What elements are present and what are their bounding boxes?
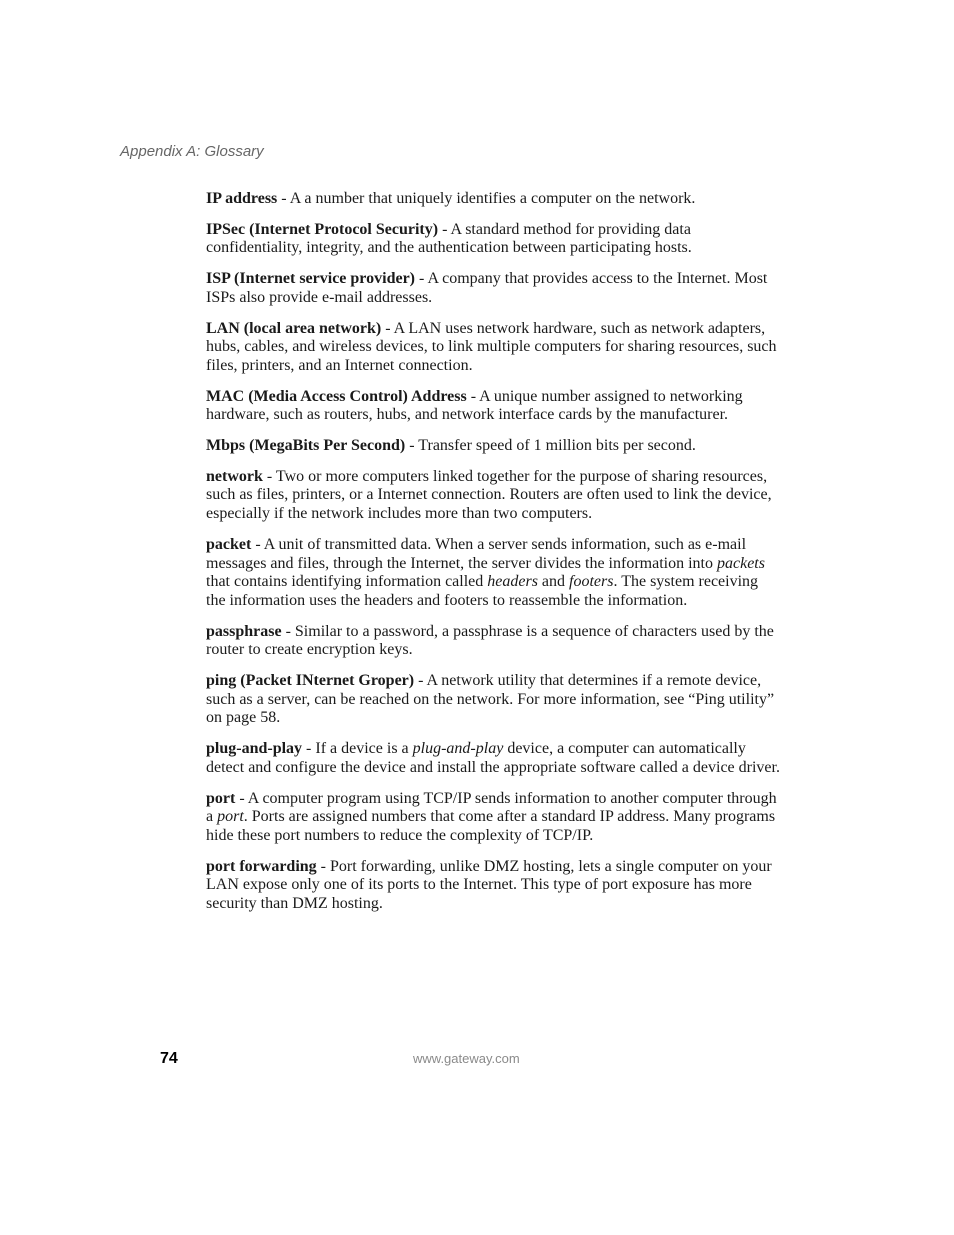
glossary-definition: - A a number that uniquely identifies a computer on the network. [277,190,696,207]
glossary-term: plug-and-play [206,740,303,758]
glossary-definition: - Port forwarding, unlike DMZ hosting, lets a single computer on your LAN expose only one of its ports to the Internet. This type of port exposure has more security than DMZ hosting. [206,857,772,913]
glossary-term: LAN (local area network) [206,319,382,337]
glossary-definition: - If a device is a [302,740,413,758]
glossary-term: network [206,467,263,485]
glossary-entry-passphrase [206,623,780,660]
glossary-term: passphrase [206,622,282,640]
glossary-definition: - Transfer speed of 1 million bits per second. [405,437,696,455]
glossary-term: packet [206,535,252,553]
glossary-definition: . Ports are assigned numbers that come after a standard IP address. Many programs hide these port numbers to reduce the complexity of TCP/IP. [206,808,776,844]
glossary-entry-port-forwarding [206,858,780,914]
glossary-definition: - A computer program using TCP/IP sends information to another computer through a [206,789,777,826]
glossary-term: ping (Packet INternet Groper) [206,672,415,690]
glossary-entry-ping [206,672,780,728]
glossary-emphasis: packets [716,554,765,572]
glossary-definition: . The system receiving the information uses the headers and footers to reassemble the information. [206,573,759,609]
glossary-term: ISP (Internet service provider) [206,270,415,288]
glossary-emphasis: port [217,808,244,826]
page-number: 74 [160,1050,178,1067]
running-header: Appendix A: Glossary [120,143,264,160]
glossary-term: port [206,789,236,807]
glossary-definition: that contains identifying information called [206,573,488,591]
glossary-entry-ip-address [206,190,780,209]
glossary-entry-mbps [206,437,780,456]
glossary-emphasis: footers [569,573,614,591]
glossary-emphasis: headers [487,573,538,591]
glossary-term: IP address [206,190,278,207]
glossary-definition: - A company that provides access to the Internet. Most ISPs also provide e-mail addresses. [206,270,768,306]
glossary-term: port forwarding [206,857,317,875]
glossary-list [206,190,780,926]
glossary-definition: and [537,573,570,591]
glossary-definition: - A unique number assigned to networking hardware, such as routers, hubs, and network interface cards by the manufacturer. [206,387,743,424]
glossary-term: MAC (Media Access Control) Address [206,387,467,405]
glossary-entry-lan [206,320,780,376]
glossary-term: Mbps (MegaBits Per Second) [206,437,406,455]
glossary-entry-network [206,468,780,524]
glossary-entry-port [206,790,780,846]
footer-url: www.gateway.com [413,1051,520,1066]
glossary-definition: - Similar to a password, a passphrase is a sequence of characters used by the router to create encryption keys. [206,622,774,659]
glossary-entry-plug-and-play [206,740,780,777]
glossary-entry-isp [206,270,780,307]
glossary-definition: device, a computer can automatically detect and configure the device and install the appropriate software called a device driver. [206,740,780,776]
glossary-definition: - A standard method for providing data confidentiality, integrity, and the authentication between participating hosts. [206,220,692,257]
glossary-definition: - A unit of transmitted data. When a server sends information, such as e-mail messages and files, through the Internet, the server divides the information into [206,535,747,572]
glossary-entry-mac-address [206,388,780,425]
glossary-entry-ipsec [206,221,780,258]
glossary-definition: - A LAN uses network hardware, such as network adapters, hubs, cables, and wireless devices, to link multiple computers for sharing resources, such files, printers, and an Internet connection. [206,319,777,374]
glossary-emphasis: plug-and-play [412,740,504,758]
glossary-entry-packet [206,536,780,611]
glossary-definition: - A network utility that determines if a remote device, such as a server, can be reached on the network. For more information, see “Ping utility” on page 58. [206,672,775,727]
glossary-term: IPSec (Internet Protocol Security) [206,220,439,238]
glossary-definition: - Two or more computers linked together for the purpose of sharing resources, such as files, printers, or a Internet connection. Routers are often used to link the device, especially if the network includes more than two computers. [206,467,772,523]
